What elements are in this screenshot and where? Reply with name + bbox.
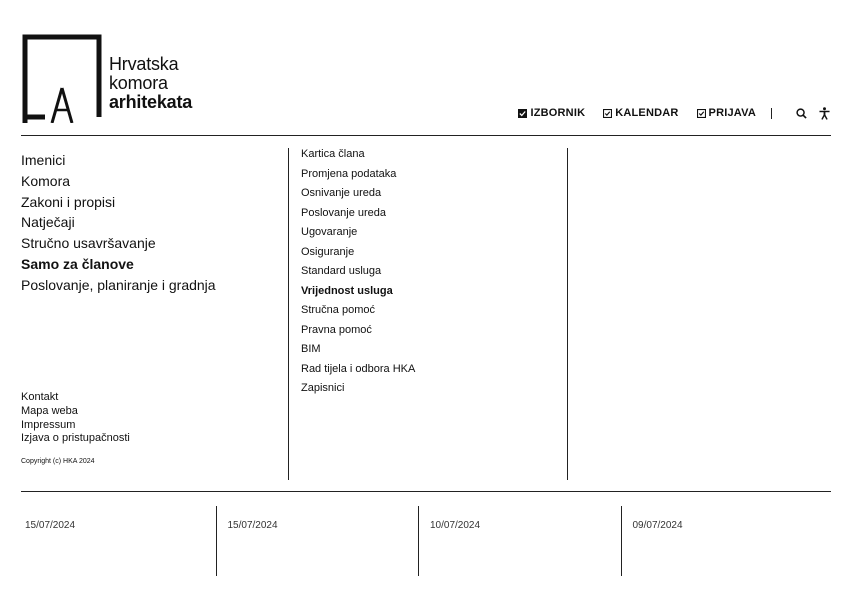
top-navigation [518, 106, 830, 120]
news-card[interactable] [224, 506, 427, 578]
submenu-item-zapisnici[interactable]: Zapisnici [301, 382, 345, 394]
submenu-item-osnivanje-ureda[interactable]: Osnivanje ureda [301, 187, 382, 199]
main-menu [21, 150, 281, 296]
footer-link-kontakt[interactable]: Kontakt [21, 391, 59, 403]
column-divider-1 [288, 148, 289, 480]
nav-prijava-button[interactable] [697, 107, 756, 119]
search-icon [796, 108, 807, 119]
main-menu-item-imenici[interactable]: Imenici [21, 152, 66, 168]
filled-square-check-icon [518, 109, 527, 118]
submenu-item-bim[interactable]: BIM [301, 343, 321, 355]
news-card[interactable] [21, 506, 224, 578]
submenu-item-strucna-pomoc[interactable]: Stručna pomoć [301, 304, 375, 316]
news-card-divider [621, 506, 622, 576]
logo-line-2: komora [109, 73, 168, 93]
hka-logo-icon [21, 33, 103, 123]
submenu-item-rad-tijela[interactable]: Rad tijela i odbora HKA [301, 362, 416, 375]
submenu-item-promjena-podataka[interactable]: Promjena podataka [301, 167, 397, 180]
hka-logo-link[interactable] [21, 33, 203, 125]
footer-link-mapa-weba[interactable]: Mapa weba [21, 404, 78, 417]
news-date: 10/07/2024 [430, 520, 481, 531]
news-list [21, 506, 831, 578]
copyright-text: Copyright (c) HKA 2024 [21, 458, 95, 465]
footer-links [21, 391, 130, 446]
accessibility-button[interactable] [819, 107, 830, 120]
logo-wordmark [109, 55, 192, 112]
logo-line-3: arhitekata [109, 92, 193, 112]
main-menu-item-poslovanje[interactable]: Poslovanje, planiranje i gradnja [21, 276, 216, 293]
main-menu-item-strucno-usavrsavanje[interactable]: Stručno usavršavanje [21, 235, 156, 252]
square-check-icon [603, 109, 612, 118]
submenu-item-osiguranje[interactable]: Osiguranje [301, 245, 355, 258]
square-check-icon [697, 109, 706, 118]
news-card-divider [418, 506, 419, 576]
main-menu-item-komora[interactable]: Komora [21, 172, 71, 189]
nav-kalendar-button[interactable] [603, 107, 678, 119]
footer-link-pristupacnost[interactable]: Izjava o pristupačnosti [21, 432, 130, 445]
footer-link-impressum[interactable]: Impressum [21, 418, 76, 431]
nav-prijava-label: PRIJAVA [708, 107, 756, 119]
accessibility-icon [819, 107, 830, 120]
news-card[interactable] [426, 506, 629, 578]
news-card-divider [216, 506, 217, 576]
news-date: 15/07/2024 [227, 520, 278, 531]
news-date: 09/07/2024 [632, 520, 683, 531]
submenu-item-ugovaranje[interactable]: Ugovaranje [301, 226, 358, 238]
submenu-item-poslovanje-ureda[interactable]: Poslovanje ureda [301, 206, 387, 219]
nav-izbornik-label: IZBORNIK [530, 107, 586, 119]
main-menu-item-zakoni[interactable]: Zakoni i propisi [21, 193, 116, 210]
search-button[interactable] [796, 108, 807, 119]
news-card[interactable] [629, 506, 832, 578]
main-menu-item-natjecaji[interactable]: Natječaji [21, 214, 75, 231]
submenu-item-vrijednost-usluga[interactable]: Vrijednost usluga [301, 284, 393, 297]
main-menu-item-samo-za-clanove[interactable]: Samo za članove [21, 255, 134, 272]
submenu [301, 145, 415, 399]
content-divider [21, 491, 831, 492]
submenu-item-standard-usluga[interactable]: Standard usluga [301, 265, 382, 277]
column-divider-2 [567, 148, 568, 480]
nav-separator [771, 108, 772, 119]
submenu-item-kartica-clana[interactable]: Kartica člana [301, 148, 365, 160]
submenu-item-pravna-pomoc[interactable]: Pravna pomoć [301, 323, 372, 336]
nav-izbornik-button[interactable] [518, 107, 585, 119]
nav-kalendar-label: KALENDAR [615, 107, 679, 119]
header-divider [21, 135, 831, 136]
logo-line-1: Hrvatska [109, 54, 179, 74]
news-date: 15/07/2024 [25, 520, 76, 531]
